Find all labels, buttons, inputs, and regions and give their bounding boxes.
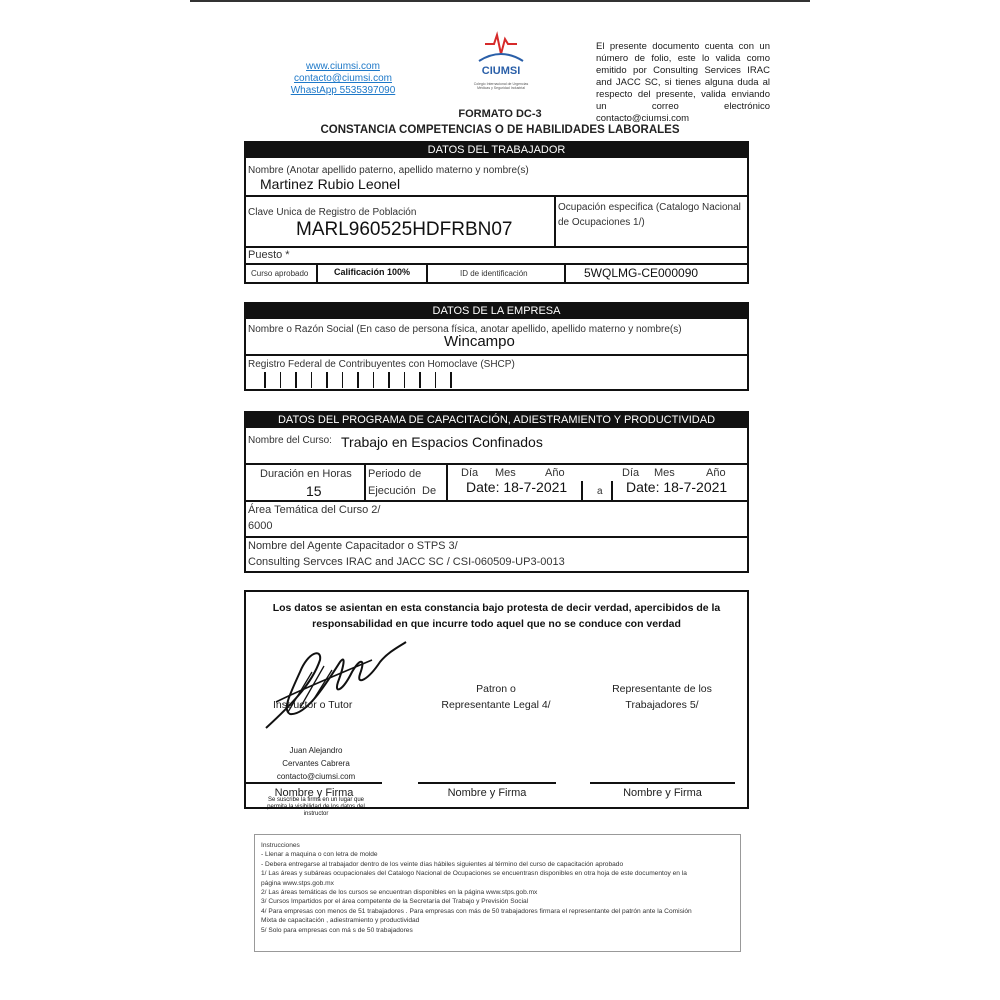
instruction-line: 2/ Las áreas temáticas de los cursos se encuentran disponibles en la página www.stps.gob.mx xyxy=(261,889,538,897)
signature-note: Se suscribe la firma en un lugar que permita la visibilidad de los datos del instructor xyxy=(267,797,365,817)
from-month-label: Mes xyxy=(495,467,516,479)
instructor-sign-line xyxy=(246,782,382,784)
program-header: DATOS DEL PROGRAMA DE CAPACITACIÓN, ADIESTRAMIENTO Y PRODUCTIVIDAD xyxy=(246,413,747,428)
instructions-box xyxy=(254,834,741,952)
rep-label-2: Trabajadores 5/ xyxy=(625,699,699,711)
rfc-label: Registro Federal de Contribuyentes con Homoclave (SHCP) xyxy=(248,359,515,370)
duration-label: Duración en Horas xyxy=(260,468,352,480)
to-year-label: Año xyxy=(706,467,726,479)
instruction-line: Mixta de capacitación , adiestramiento y productividad xyxy=(261,917,420,925)
course-approved-label: Curso aprobado xyxy=(251,269,309,278)
rfc-box-divider xyxy=(311,372,313,388)
rfc-box-divider xyxy=(280,372,282,388)
date-to: Date: 18-7-2021 xyxy=(626,479,728,495)
company-header: DATOS DE LA EMPRESA xyxy=(246,304,747,319)
patron-name-sign-label: Nombre y Firma xyxy=(447,787,527,799)
grade-value: Calificación 100% xyxy=(334,267,411,277)
statement-line-1: Los datos se asientan en esta constancia bajo protesta de decir verdad, apercibidos de la xyxy=(272,602,721,614)
signatures-section xyxy=(244,590,749,817)
agent-value: Consulting Servces IRAC and JACC SC / CSI-060509-UP3-0013 xyxy=(248,556,565,568)
period-label-2: Ejecución xyxy=(368,485,416,497)
document-subtitle: CONSTANCIA COMPETENCIAS O DE HABILIDADES LABORALES xyxy=(320,124,680,136)
agent-label: Nombre del Agente Capacitador o STPS 3/ xyxy=(248,540,458,552)
id-value: 5WQLMG-CE000090 xyxy=(584,266,699,280)
from-day-label: Día xyxy=(461,467,479,479)
rfc-box-divider xyxy=(404,372,406,388)
format-title: FORMATO DC-3 xyxy=(458,108,542,120)
logo-text: CIUMSI xyxy=(481,65,521,77)
rfc-box-divider xyxy=(419,372,421,388)
rep-label-1: Representante de los xyxy=(612,683,712,695)
curp-value: MARL960525HDFRBN07 xyxy=(296,219,513,240)
rfc-box-divider xyxy=(450,372,452,388)
instruction-line: 5/ Solo para empresas con má s de 50 trabajadores xyxy=(261,926,413,934)
instructor-name-1: Juan Alejandro xyxy=(289,746,343,755)
instruction-line: - Llenar a maquina o con letra de molde xyxy=(261,851,378,859)
company-name: Wincampo xyxy=(444,333,515,350)
statement-line-2: responsabilidad en que incurre todo aquel que no se conduce con verdad xyxy=(312,618,681,630)
rfc-box-divider xyxy=(326,372,328,388)
rep-name-sign-label: Nombre y Firma xyxy=(623,787,702,799)
area-value: 6000 xyxy=(248,520,273,532)
website-link[interactable]: www.ciumsi.com xyxy=(306,61,380,72)
period-label-1: Periodo de xyxy=(368,468,422,480)
duration-value: 15 xyxy=(306,483,322,499)
date-from: Date: 18-7-2021 xyxy=(466,479,568,495)
instruction-line: - Debera entregarse al trabajador dentro de los veinte días hábiles siguientes al término del curso de capacitación aprobado xyxy=(261,860,624,868)
from-label: De xyxy=(422,485,437,497)
patron-label-2: Representante Legal 4/ xyxy=(441,699,551,711)
ciumsi-logo xyxy=(472,30,530,96)
rfc-box-divider xyxy=(435,372,437,388)
rep-sign-line xyxy=(590,782,735,784)
instructions-title: Instrucciones xyxy=(261,842,300,849)
area-label: Área Temática del Curso 2/ xyxy=(248,504,381,516)
instructor-signature xyxy=(260,636,410,732)
rfc-box-divider xyxy=(388,372,390,388)
instructor-name-2: Cervantes Cabrera xyxy=(282,759,350,768)
company-name-label: Nombre o Razón Social (En caso de persona física, anotar apellido, apellido materno y nombre(s) xyxy=(248,324,682,335)
worker-name: Martinez Rubio Leonel xyxy=(260,176,401,192)
rfc-box-divider xyxy=(295,372,297,388)
id-label: ID de identificación xyxy=(460,269,528,278)
to-label: a xyxy=(597,486,603,497)
worker-name-label: Nombre (Anotar apellido paterno, apellido materno y nombre(s) xyxy=(248,165,529,176)
rfc-box-divider xyxy=(357,372,359,388)
from-year-label: Año xyxy=(545,467,565,479)
instruction-line: página www.stps.gob.mx xyxy=(261,879,334,887)
instruction-line: 1/ Las áreas y subáreas ocupacionales del Catalogo Nacional de Ocupaciones se encuentrasn disponibles en otra hoja de este documentoy en la xyxy=(261,870,687,878)
worker-header: DATOS DEL TRABAJADOR xyxy=(246,143,747,158)
patron-label-1: Patron o xyxy=(476,683,516,695)
curp-label: Clave Unica de Registro de Población xyxy=(248,207,417,218)
logo-subtitle: Colegio Internacional de Urgencias Médicas y Seguridad Industrial xyxy=(473,82,529,90)
instructor-name-sign-label: Nombre y Firma xyxy=(274,787,354,799)
rfc-box-divider xyxy=(342,372,344,388)
company-section xyxy=(244,302,749,391)
contact-block xyxy=(278,61,408,97)
instruction-line: 3/ Cursos Impartidos por el área competente de la Secretaría del Trabajo y Previsión Social xyxy=(261,898,529,906)
email-link[interactable]: contacto@ciumsi.com xyxy=(294,73,392,84)
whatsapp-link[interactable]: WhastApp 5535397090 xyxy=(290,85,396,96)
rfc-box-divider xyxy=(264,372,266,388)
course-name-label: Nombre del Curso: xyxy=(248,435,332,446)
instructor-label: Instructor o Tutor xyxy=(273,699,353,711)
course-name: Trabajo en Espacios Confinados xyxy=(341,434,543,450)
instructor-email: contacto@ciumsi.com xyxy=(276,772,356,781)
validity-notice: El presente documento cuenta con un número de folio, este lo valida como emitido por Consulting Services IRAC and JACC SC, si tienes alguna duda al respecto del presente, valida enviando un correo electrónico contacto@ciumsi.com xyxy=(596,41,770,124)
to-month-label: Mes xyxy=(654,467,675,479)
occupation-label: Ocupación especifica (Catalogo Nacional de Ocupaciones 1/) xyxy=(558,202,741,228)
ciumsi-logo-icon xyxy=(472,30,530,82)
program-section xyxy=(244,411,749,573)
rfc-box-divider xyxy=(373,372,375,388)
to-day-label: Día xyxy=(622,467,640,479)
instruction-line: 4/ Para empresas con menos de 51 trabajadores . Para empresas con más de 50 trabajadores firmara el representante del patrón ante la Comisión xyxy=(261,907,692,915)
top-border xyxy=(190,0,810,2)
patron-sign-line xyxy=(418,782,556,784)
worker-section xyxy=(244,141,749,284)
position-label: Puesto * xyxy=(248,249,290,261)
